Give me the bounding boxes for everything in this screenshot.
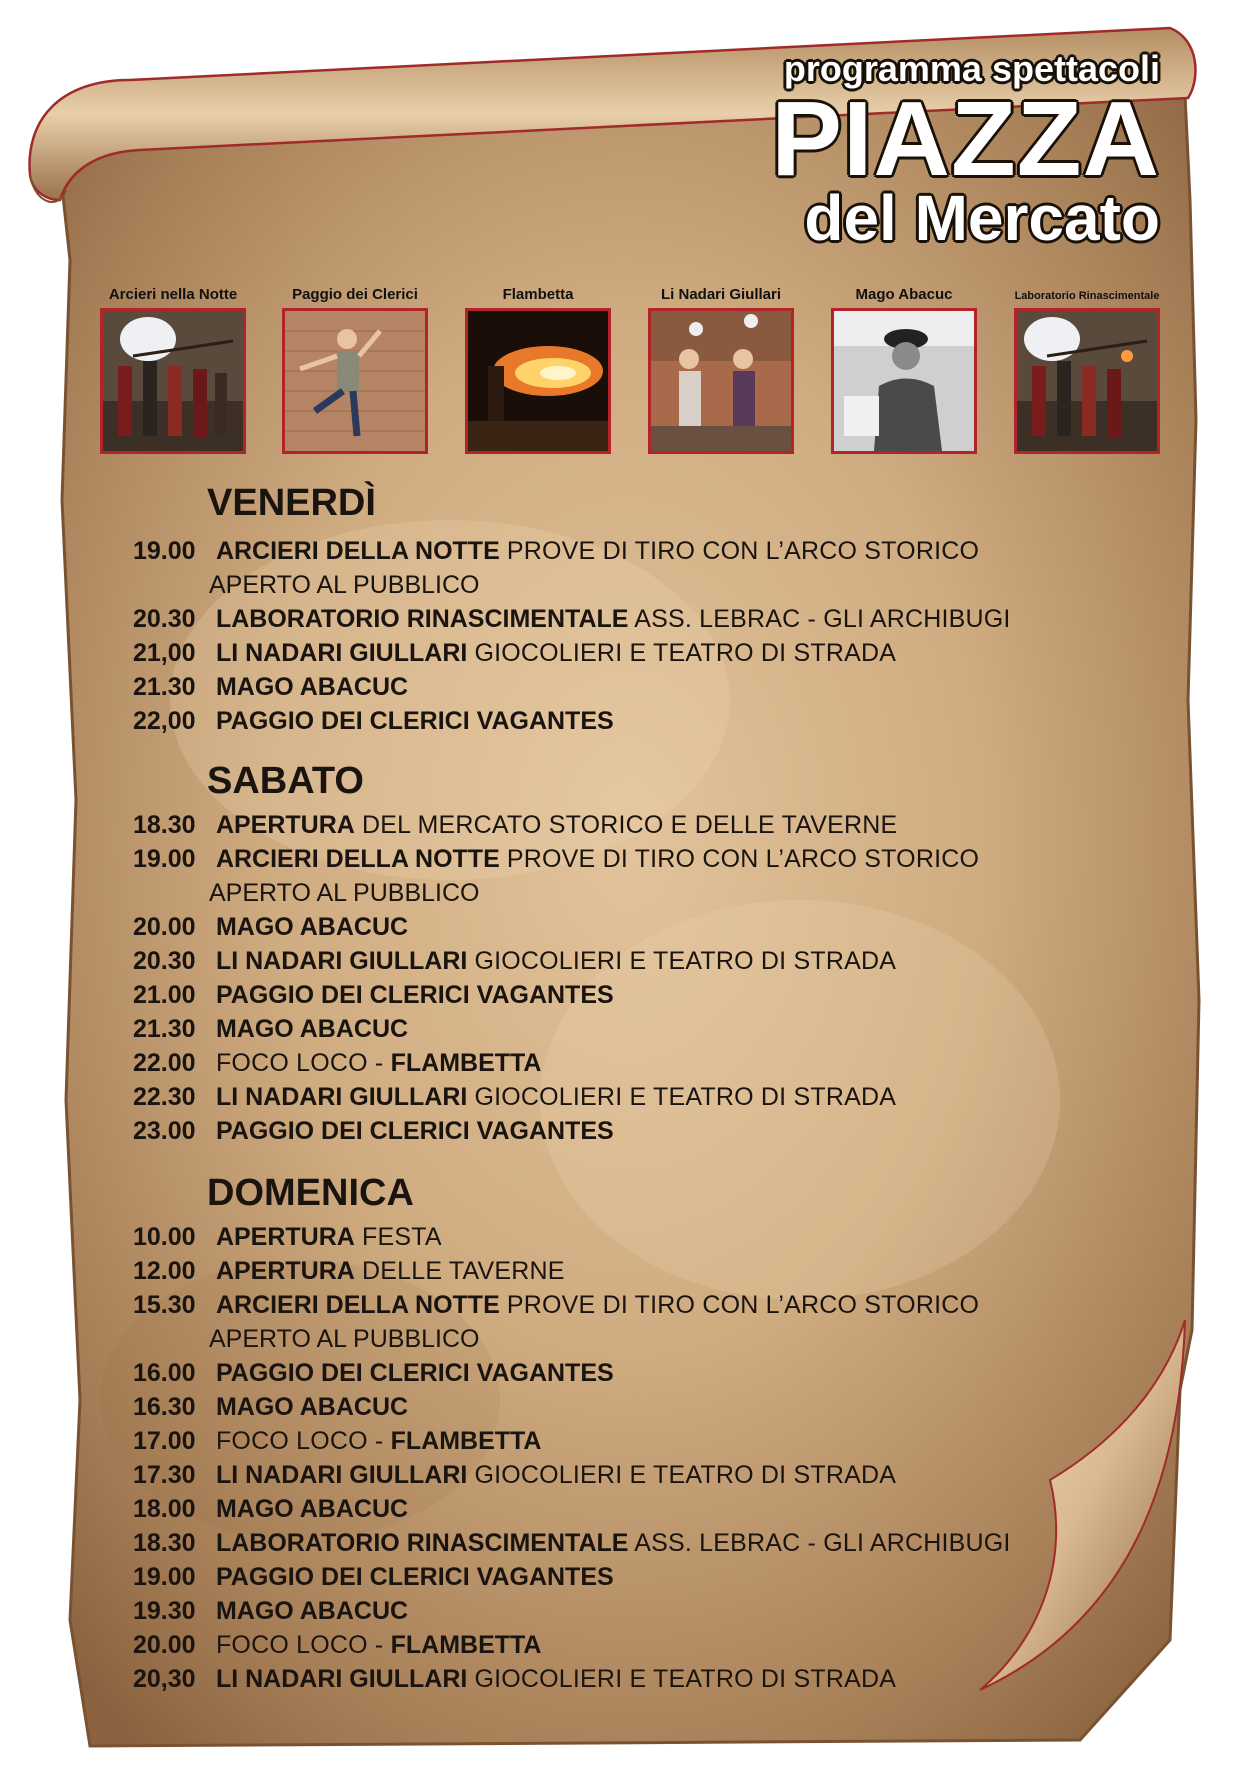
schedule-row xyxy=(133,912,408,942)
schedule-row xyxy=(133,1494,408,1524)
photo-caption: Mago Abacuc xyxy=(855,286,953,303)
event-time: 19.00 xyxy=(133,1563,196,1591)
event-time: 21.00 xyxy=(133,981,196,1009)
event-title: PAGGIO DEI CLERICI VAGANTES xyxy=(215,1563,614,1591)
event-detail-continued: APERTO AL PUBBLICO xyxy=(209,1325,480,1353)
event-title: PAGGIO DEI CLERICI VAGANTES xyxy=(215,981,614,1009)
event-time: 20.00 xyxy=(133,1631,196,1659)
event-detail: PROVE DI TIRO CON L’ARCO STORICO xyxy=(499,537,980,565)
schedule-row xyxy=(133,706,614,736)
schedule-row xyxy=(133,946,896,976)
event-time: 22.00 xyxy=(133,1049,196,1077)
schedule-row xyxy=(133,1082,896,1112)
schedule-row xyxy=(133,1014,408,1044)
event-time: 16.30 xyxy=(133,1393,196,1421)
schedule-row xyxy=(133,604,1011,634)
event-title: LABORATORIO RINASCIMENTALE xyxy=(215,605,629,633)
schedule-row xyxy=(133,536,979,566)
event-title: APERTURA xyxy=(215,811,355,839)
event-title: LI NADARI GIULLARI xyxy=(215,1665,468,1693)
photo-card-nadari xyxy=(648,284,794,454)
event-time: 20.30 xyxy=(133,947,196,975)
subtitle-programma: programma spettacoli xyxy=(783,48,1160,89)
photo-card-paggio xyxy=(282,284,428,454)
event-title: PAGGIO DEI CLERICI VAGANTES xyxy=(215,1359,614,1387)
photo-gallery xyxy=(100,284,1170,458)
archers-photo-icon xyxy=(100,308,246,454)
archers-photo-icon xyxy=(1014,308,1160,454)
event-time: 12.00 xyxy=(133,1257,196,1285)
schedule-row xyxy=(133,1630,542,1660)
event-prefix: FOCO LOCO - xyxy=(215,1427,391,1455)
event-time: 21,00 xyxy=(133,639,196,667)
event-time: 15.30 xyxy=(133,1291,196,1319)
event-time: 23.00 xyxy=(133,1117,196,1145)
schedule-row xyxy=(133,1426,542,1456)
event-detail: ASS. LEBRAC - GLI ARCHIBUGI xyxy=(628,605,1011,633)
schedule-row xyxy=(133,1664,896,1694)
schedule-row xyxy=(133,980,614,1010)
schedule-row xyxy=(133,672,408,702)
event-time: 19.00 xyxy=(133,845,196,873)
photo-caption: Li Nadari Giullari xyxy=(660,286,782,303)
event-detail: GIOCOLIERI E TEATRO DI STRADA xyxy=(467,1083,897,1111)
event-title: ARCIERI DELLA NOTTE xyxy=(215,845,500,873)
event-title: LI NADARI GIULLARI xyxy=(215,947,468,975)
event-title: ARCIERI DELLA NOTTE xyxy=(215,1291,500,1319)
event-time: 21.30 xyxy=(133,1015,196,1043)
event-time: 20.00 xyxy=(133,913,196,941)
event-title: FLAMBETTA xyxy=(390,1049,542,1077)
event-time: 17.30 xyxy=(133,1461,196,1489)
event-time: 17.00 xyxy=(133,1427,196,1455)
event-detail: DELLE TAVERNE xyxy=(354,1257,565,1285)
schedule-row xyxy=(133,1222,442,1252)
fire-photo-icon xyxy=(465,308,611,454)
event-time: 16.00 xyxy=(133,1359,196,1387)
event-title: PAGGIO DEI CLERICI VAGANTES xyxy=(215,707,614,735)
photo-card-mago xyxy=(831,284,977,454)
schedule-row xyxy=(133,1048,542,1078)
schedule-row xyxy=(133,844,979,874)
wizard-photo-icon xyxy=(831,308,977,454)
event-time: 22,00 xyxy=(133,707,196,735)
photo-card-arcieri xyxy=(100,284,246,454)
event-time: 19.30 xyxy=(133,1597,196,1625)
photo-caption: Laboratorio Rinascimentale xyxy=(1014,290,1160,302)
event-detail: GIOCOLIERI E TEATRO DI STRADA xyxy=(467,1461,897,1489)
event-time: 18.30 xyxy=(133,811,196,839)
photo-caption: Arcieri nella Notte xyxy=(108,286,238,303)
event-title: LABORATORIO RINASCIMENTALE xyxy=(215,1529,629,1557)
event-time: 18.30 xyxy=(133,1529,196,1557)
title-del-mercato: del Mercato xyxy=(804,182,1160,254)
event-time: 22.30 xyxy=(133,1083,196,1111)
schedule-row xyxy=(133,810,897,840)
schedule-row xyxy=(133,1562,614,1592)
schedule-row xyxy=(133,1290,979,1320)
photo-caption: Flambetta xyxy=(502,286,574,303)
event-detail: FESTA xyxy=(354,1223,442,1251)
event-title: ARCIERI DELLA NOTTE xyxy=(215,537,500,565)
schedule-row xyxy=(133,638,896,668)
event-title: MAGO ABACUC xyxy=(215,1597,409,1625)
event-time: 21.30 xyxy=(133,673,196,701)
event-title: LI NADARI GIULLARI xyxy=(215,639,468,667)
event-title: PAGGIO DEI CLERICI VAGANTES xyxy=(215,1117,614,1145)
event-detail-continued: APERTO AL PUBBLICO xyxy=(209,879,480,907)
event-detail: DEL MERCATO STORICO E DELLE TAVERNE xyxy=(354,811,898,839)
day-heading-sabato: SABATO xyxy=(207,760,364,802)
event-title: APERTURA xyxy=(215,1257,355,1285)
event-time: 19.00 xyxy=(133,537,196,565)
event-prefix: FOCO LOCO - xyxy=(215,1631,391,1659)
title-piazza: PIAZZA xyxy=(771,80,1160,198)
event-title: MAGO ABACUC xyxy=(215,913,409,941)
event-detail: GIOCOLIERI E TEATRO DI STRADA xyxy=(467,1665,897,1693)
event-title: MAGO ABACUC xyxy=(215,1393,409,1421)
schedule-row xyxy=(133,1392,408,1422)
schedule-row xyxy=(133,1460,896,1490)
event-detail: PROVE DI TIRO CON L’ARCO STORICO xyxy=(499,845,980,873)
photo-card-laboratorio xyxy=(1014,284,1160,454)
event-detail-continued: APERTO AL PUBBLICO xyxy=(209,571,480,599)
event-title: FLAMBETTA xyxy=(390,1427,542,1455)
jester-photo-icon xyxy=(282,308,428,454)
schedule-row xyxy=(133,1116,614,1146)
event-title: FLAMBETTA xyxy=(390,1631,542,1659)
schedule-row xyxy=(133,1256,565,1286)
day-heading-venerdi: VENERDÌ xyxy=(207,482,376,524)
event-title: MAGO ABACUC xyxy=(215,1015,409,1043)
event-time: 20,30 xyxy=(133,1665,196,1693)
event-time: 18.00 xyxy=(133,1495,196,1523)
schedule-row xyxy=(133,1358,614,1388)
schedule-row xyxy=(133,1528,1011,1558)
event-time: 20.30 xyxy=(133,605,196,633)
event-time: 10.00 xyxy=(133,1223,196,1251)
photo-caption: Paggio dei Clerici xyxy=(292,286,418,303)
event-detail: GIOCOLIERI E TEATRO DI STRADA xyxy=(467,947,897,975)
event-detail: ASS. LEBRAC - GLI ARCHIBUGI xyxy=(628,1529,1011,1557)
photo-card-flambetta xyxy=(465,284,611,454)
event-detail: GIOCOLIERI E TEATRO DI STRADA xyxy=(467,639,897,667)
event-title: LI NADARI GIULLARI xyxy=(215,1461,468,1489)
event-prefix: FOCO LOCO - xyxy=(215,1049,391,1077)
event-title: MAGO ABACUC xyxy=(215,673,409,701)
jugglers-photo-icon xyxy=(648,308,794,454)
event-title: MAGO ABACUC xyxy=(215,1495,409,1523)
event-title: APERTURA xyxy=(215,1223,355,1251)
schedule-row xyxy=(133,1596,408,1626)
event-title: LI NADARI GIULLARI xyxy=(215,1083,468,1111)
event-detail: PROVE DI TIRO CON L’ARCO STORICO xyxy=(499,1291,980,1319)
day-heading-domenica: DOMENICA xyxy=(207,1172,414,1214)
